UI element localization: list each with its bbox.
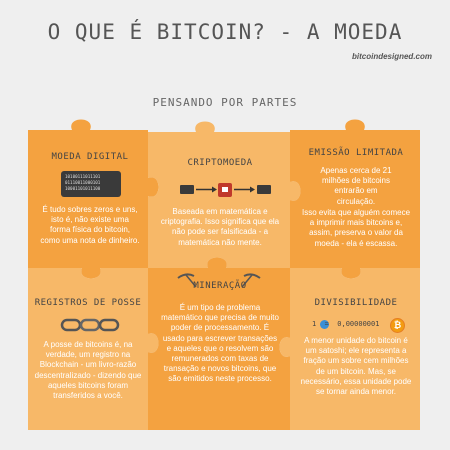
- cripto-text: Baseada em matemática e criptografia. Isso significa que ela não pode ser falsificada - a matemática não mente.: [160, 207, 280, 247]
- moeda-text: É tudo sobres zeros e uns, isto é, não existe uma forma física do bitcoin, como uma nota de dinheiro.: [40, 205, 140, 245]
- subtitle: PENSANDO POR PARTES: [152, 96, 298, 109]
- page-title: O QUE É BITCOIN? - A MOEDA: [47, 20, 403, 44]
- mineracao-text: É um tipo de problema matemático que precisa de muito poder de processamento. É usado para escrever transações e aqueles que o resolvem são remunerados com taxas de transação e novos bitcoins, que são emitidos neste processo.: [161, 303, 279, 384]
- binary-chip-icon: [61, 171, 121, 197]
- divis-title: DIVISIBILIDADE: [314, 298, 398, 308]
- registros-text: A posse de bitcoins é, na verdade, um registro na Blockchain - um livro-razão descentralizado - dizendo que aqueles bitcoins foram transferidos a você.: [34, 340, 142, 401]
- piece-moeda-shape: [28, 120, 159, 279]
- chain-icon: [60, 317, 120, 333]
- satoshi-equation: [312, 318, 412, 332]
- binary-digits: 10100111011101 01110011000101 10001101011100: [65, 174, 101, 191]
- moeda-title: MOEDA DIGITAL: [51, 152, 129, 162]
- registros-title: REGISTROS DE POSSE: [34, 298, 142, 308]
- equation-text: 1 = 0,00000001: [312, 320, 380, 328]
- emissao-text: Apenas cerca de 21 milhões de bitcoins entrarão em circulação.: [320, 166, 392, 206]
- emissao-title: EMISSÃO LIMITADA: [308, 148, 404, 158]
- divis-text: A menor unidade do bitcoin é um satoshi; ele representa a fração um sobre cem milhões de um bitcoin. Mas, se necessário, essa unidade pode se tornar ainda menor.: [300, 336, 412, 397]
- encryption-flow-icon: [178, 180, 278, 200]
- mineracao-title: MINERAÇÃO: [193, 281, 247, 291]
- site-url[interactable]: bitcoindesigned.com: [351, 52, 432, 61]
- bitcoin-coin-icon: ₿: [390, 318, 405, 333]
- emissao-text-2: Isso evita que alguém comece a imprimir mais bitcoins e, assim, preserva o valor da moeda - ela é escassa.: [301, 208, 411, 248]
- cripto-title: CRIPTOMOEDA: [187, 158, 253, 168]
